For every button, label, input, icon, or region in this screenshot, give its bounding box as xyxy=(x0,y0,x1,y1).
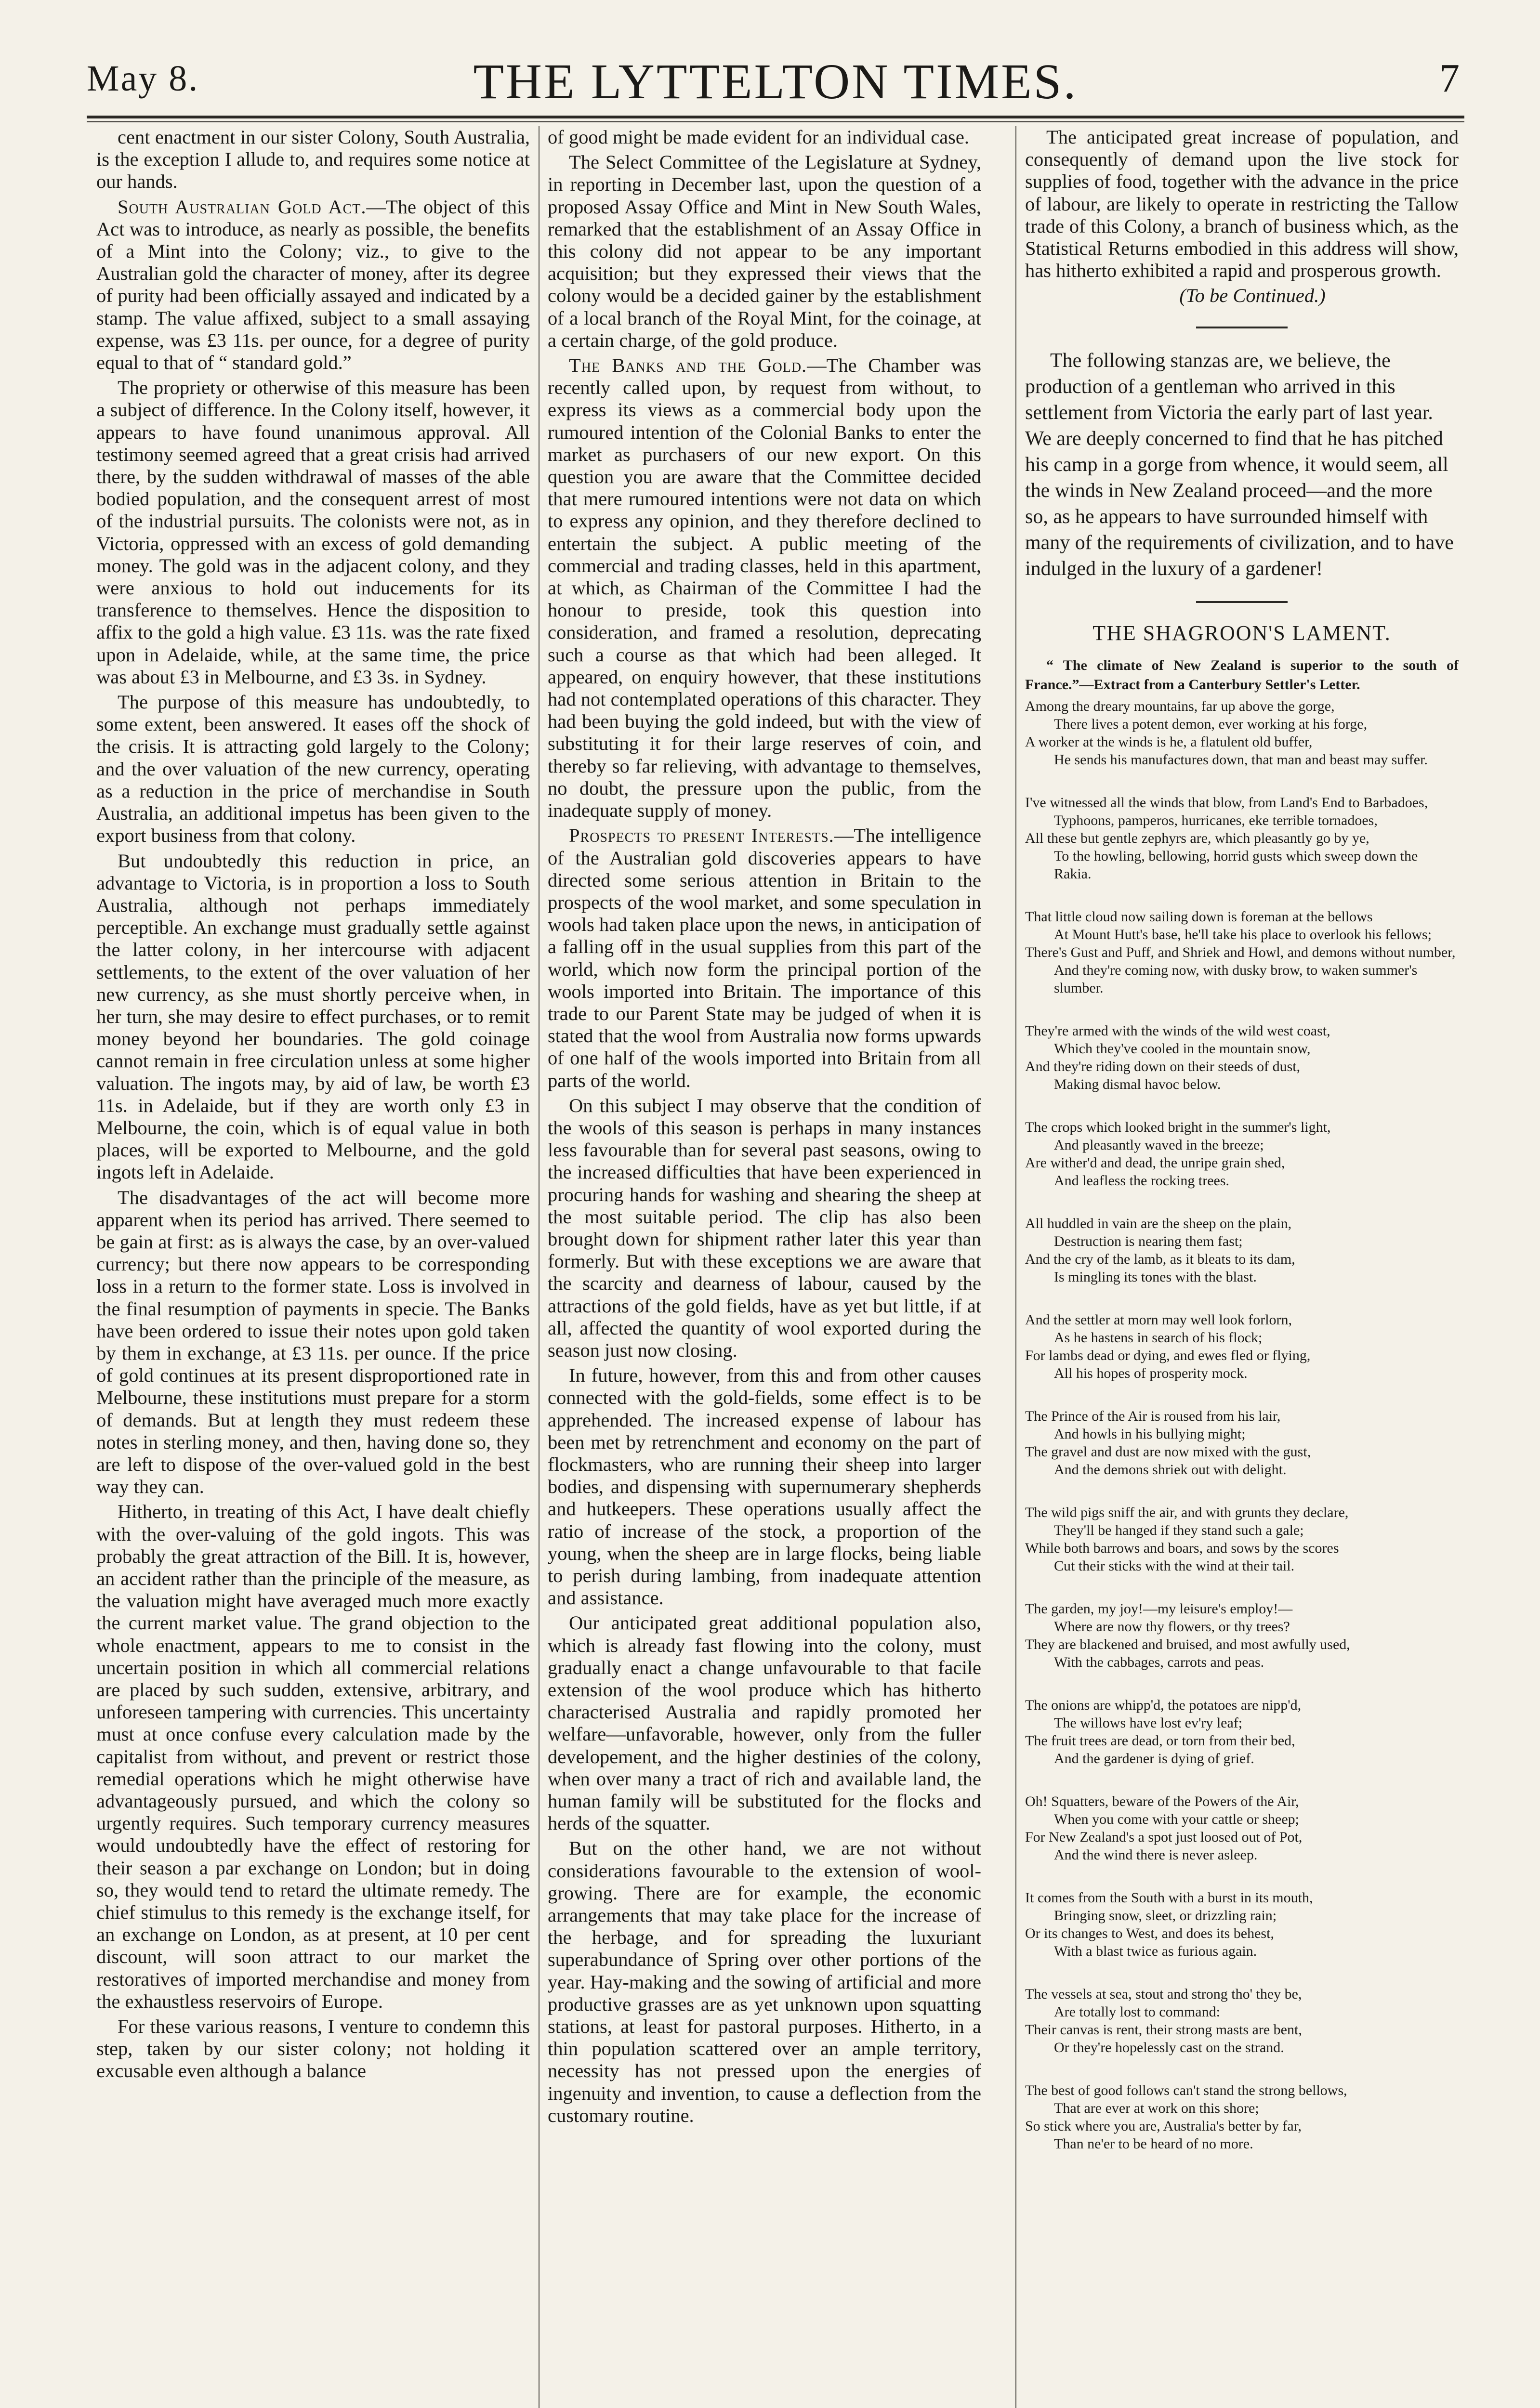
article-paragraph xyxy=(96,691,530,847)
poem-epigraph: “ The climate of New Zealand is superior to the south of France.”—Extract from a Canterbury Settler's Letter. xyxy=(1025,657,1459,693)
paragraph-text: But on the other hand, we are not without considerations favourable to the extension of wool-growing. There are for example, the economic arrangements that may take place for the increase of the herbage, and for spreading the luxuriant superabundance of Spring over other portions of the year. Hay-making and the sowing of artificial and more productive grasses are as yet unknown upon squatting stations, at least for pastoral purposes. Hitherto, in a thin population scattered over an ample territory, necessity has not pressed upon the energies of ingenuity and invention, to cause a deflection from the customary routine. xyxy=(548,1837,981,2126)
article-paragraph xyxy=(96,377,530,688)
poem-stanza xyxy=(1025,1118,1459,1190)
poem-stanza xyxy=(1025,1889,1459,1960)
poem-line: So stick where you are, Australia's better by far, xyxy=(1025,2118,1302,2134)
article-paragraph xyxy=(548,151,981,352)
poem-line: The garden, my joy!—my leisure's employ!— xyxy=(1025,1600,1293,1617)
article-paragraph xyxy=(96,196,530,374)
poem-line: There lives a potent demon, ever working at his forge, xyxy=(1054,716,1368,732)
poem-line: Cut their sticks with the wind at their tail. xyxy=(1054,1557,1295,1574)
poem-line: The onions are whipp'd, the potatoes are nipp'd, xyxy=(1025,1697,1302,1713)
poem-stanza xyxy=(1025,1407,1459,1479)
poem-line: They are blackened and bruised, and most awfully used, xyxy=(1025,1636,1350,1652)
paragraph-text: The Select Committee of the Legislature at Sydney, in reporting in December last, upon the question of a proposed Assay Office and Mint in New South Wales, remarked that the establishment of an Assay Office in this colony did not appear to be any important acquisition; but they expressed their views that the colony would be a decided gainer by the establishment of a local branch of the Royal Mint, for the coinage, at a certain charge, of the gold produce. xyxy=(548,151,981,351)
poem-line: The Prince of the Air is roused from his lair, xyxy=(1025,1408,1281,1424)
poem-line: And the demons shriek out with delight. xyxy=(1054,1461,1287,1478)
column-divider xyxy=(1015,126,1016,2408)
poem-line: All these but gentle zephyrs are, which pleasantly go by ye, xyxy=(1025,830,1369,846)
intro-paragraph: The following stanzas are, we believe, the production of a gentleman who arrived in this settlement from Victoria the early part of last year. We are deeply concerned to find that he has pitched his camp in a gorge from whence, it would seem, all the winds in New Zealand proceed—and the more so, as he appears to have surrounded himself with many of the requirements of civilization, and to have indulged in the luxury of a gardener! xyxy=(1025,349,1454,580)
poem-line: The vessels at sea, stout and strong tho' they be, xyxy=(1025,1986,1302,2002)
paragraph-text: But undoubtedly this reduction in price, an advantage to Victoria, is in proportion a loss to South Australia, although not perhaps immediately perceptible. An exchange must gradually settle against the latter colony, in her intercourse with adjacent settlements, to the extent of the over valuation of her new currency, as she must shortly perceive when, in her turn, she may desire to effect purchases, or to remit money beyond her boundaries. The gold coinage cannot remain in free circulation unless at some higher valuation. The ingots may, by aid of law, be worth £3 11s. in Adelaide, but if they are worth only £3 in Melbourne, the coin, which is of equal value in both places, will be exported to Melbourne, and the gold ingots left in Adelaide. xyxy=(96,850,530,1183)
poem-line: When you come with your cattle or sheep; xyxy=(1054,1811,1300,1827)
poem-line: And the gardener is dying of grief. xyxy=(1054,1750,1254,1767)
poem-line: The fruit trees are dead, or torn from their bed, xyxy=(1025,1732,1295,1749)
poem-line: The gravel and dust are now mixed with the gust, xyxy=(1025,1443,1311,1460)
poem-line: Making dismal havoc below. xyxy=(1054,1076,1221,1092)
poem-line: He sends his manufactures down, that man and beast may suffer. xyxy=(1054,751,1428,768)
article-paragraph xyxy=(548,126,981,148)
poem-line: They're armed with the winds of the wild west coast, xyxy=(1025,1022,1330,1039)
section-heading: Prospects to present Interests. xyxy=(569,824,834,847)
article-paragraph xyxy=(96,126,530,193)
poem-line: That little cloud now sailing down is foreman at the bellows xyxy=(1025,908,1373,925)
poem-line: Or they're hopelessly cast on the strand. xyxy=(1054,2039,1284,2055)
to-be-continued: (To be Continued.) xyxy=(1179,285,1326,307)
article-paragraph xyxy=(96,2015,530,2082)
poem-stanza xyxy=(1025,1311,1459,1382)
poem-line: Bringing snow, sleet, or drizzling rain; xyxy=(1054,1907,1277,1924)
poem-line: With a blast twice as furious again. xyxy=(1054,1943,1257,1959)
article-paragraph xyxy=(548,354,981,822)
poem-introduction xyxy=(1025,348,1459,582)
paragraph-text: of good might be made evident for an individual case. xyxy=(548,126,970,148)
poem-line: Are wither'd and dead, the unripe grain shed, xyxy=(1025,1154,1285,1171)
poem-line: And howls in his bullying might; xyxy=(1054,1426,1246,1442)
poem-stanza xyxy=(1025,1600,1459,1671)
poem-stanza xyxy=(1025,794,1459,883)
section-heading: The Banks and the Gold. xyxy=(569,354,807,377)
poem-line: Typhoons, pamperos, hurricanes, eke terrible tornadoes, xyxy=(1054,812,1378,828)
section-divider xyxy=(1196,327,1288,328)
section-divider xyxy=(1196,601,1288,603)
poem-title: THE SHAGROON'S LAMENT. xyxy=(1092,621,1391,645)
paragraph-text: In future, however, from this and from other causes connected with the gold-fields, some effect is to be apprehended. The increased expense of labour has been met by retrenchment and economy on the part of flockmasters, who are running their sheep into larger bodies, and dispensing with supernumerary shepherds and hutkeepers. These operations usually affect the ratio of increase of the stock, a proportion of the young, when the sheep are in large flocks, being liable to perish during lambing, from inadequate attention and assistance. xyxy=(548,1364,981,1609)
poem-line: Which they've cooled in the mountain snow, xyxy=(1054,1040,1311,1057)
poem-line: Is mingling its tones with the blast. xyxy=(1054,1269,1257,1285)
poem-line: Or its changes to West, and does its behest, xyxy=(1025,1925,1274,1941)
poem-line: Among the dreary mountains, far up above the gorge, xyxy=(1025,698,1335,714)
poem-line: I've witnessed all the winds that blow, from Land's End to Barbadoes, xyxy=(1025,794,1428,811)
poem-line: All his hopes of prosperity mock. xyxy=(1054,1365,1248,1381)
poem-line: To the howling, bellowing, horrid gusts which sweep down the Rakia. xyxy=(1054,848,1418,882)
poem-stanzas xyxy=(1025,697,1459,2153)
article-paragraph xyxy=(96,1501,530,2013)
poem-line: And they're riding down on their steeds of dust, xyxy=(1025,1058,1301,1074)
poem-line: And the settler at morn may well look forlorn, xyxy=(1025,1311,1292,1328)
article-paragraph xyxy=(548,1095,981,1361)
paragraph-text: cent enactment in our sister Colony, South Australia, is the exception I allude to, and requires some notice at our hands. xyxy=(96,126,530,193)
poem-line: There's Gust and Puff, and Shriek and Howl, and demons without number, xyxy=(1025,944,1456,960)
poem-stanza xyxy=(1025,1022,1459,1093)
poem-line: As he hastens in search of his flock; xyxy=(1054,1329,1263,1346)
poem-stanza xyxy=(1025,1696,1459,1767)
article-paragraph xyxy=(548,1612,981,1834)
poem-line: It comes from the South with a burst in its mouth, xyxy=(1025,1889,1313,1906)
paragraph-text: The disadvantages of the act will become more apparent when its period has arrived. There seemed to be gain at first: as is always the case, by an over-valued currency; but there now appears to be corresponding loss in a return to the former state. Loss is involved in the final resumption of payments in specie. The Banks have been ordered to issue their notes upon gold taken by them in exchange, at £3 11s. per ounce. If the price of gold continues at its present disproportioned rate in Melbourne, these institutions must prepare for a storm of demands. But at length they must redeem these notes in sterling money, and then, having done so, they are left to dispose of the over-valued gold in the best way they can. xyxy=(96,1186,530,1498)
poem-line: All huddled in vain are the sheep on the plain, xyxy=(1025,1215,1292,1231)
paragraph-text: —The object of this Act was to introduce, as nearly as possible, the benefits of a Mint into the Colony; viz., to give to the Australian gold the character of money, after its degree of purity had been officially assayed and indicated by a stamp. The value affixed, subject to a small assaying expense, was £3 11s. per ounce, for a degree of purity equal to that of “ standard gold.” xyxy=(96,196,530,374)
paragraph-text: —The Chamber was recently called upon, by request from without, to express its views as a commercial body upon the rumoured intention of the Colonial Banks to enter the market as purchasers of our new export. On this question you are aware that the Committee decided that mere rumoured intentions were not data on which to express any opinion, and they therefore declined to entertain the subject. A public meeting of the commercial and trading classes, held in this apartment, at which, as Chairman of the Committee I had the honour to preside, took this question into consideration, and framed a resolution, deprecating such a course as that which had been alleged. It appeared, on enquiry however, that these institutions had not contemplated operations of this character. They had been buying the gold indeed, but with the view of substituting it for their large reserves of coin, and thereby so far relieving, with advantage to themselves, no doubt, the pressure upon the public, from the inadequate supply of money. xyxy=(548,354,981,822)
poem-line: For lambs dead or dying, and ewes fled or flying, xyxy=(1025,1347,1311,1363)
article-column-1 xyxy=(96,126,530,2408)
poem-line: Where are now thy flowers, or thy trees? xyxy=(1054,1618,1290,1635)
column-divider xyxy=(539,126,540,2408)
newspaper-title: THE LYTTELTON TIMES. xyxy=(473,54,1078,109)
article-paragraph xyxy=(96,1187,530,1498)
poem-line: Their canvas is rent, their strong masts are bent, xyxy=(1025,2021,1302,2038)
masthead xyxy=(87,53,1464,111)
paragraph-text: On this subject I may observe that the condition of the wools of this season is perhaps in many instances less favourable than for several past seasons, owing to the increased difficulties that have been experienced in procuring hands for washing and shearing the sheep at the most suitable period. The clip has also been brought down for shipment rather later this year than formerly. But with these exceptions we are aware that the scarcity and dearness of labour, caused by the attractions of the gold fields, have as yet but little, if at all, affected the quantity of wool exported during the season just now closing. xyxy=(548,1094,981,1361)
masthead-rule-thin xyxy=(87,121,1464,122)
paragraph-text: The propriety or otherwise of this measure has been a subject of difference. In the Colony itself, however, it appears to have found unanimous approval. All testimony seemed agreed that a great crisis had arrived there, by the sudden withdrawal of masses of the able bodied population, and the consequent arrest of most of the industrial pursuits. The colonists were not, as in Victoria, oppressed with an excess of gold demanding money. The gold was in the adjacent colony, and they were anxious to hold out inducements for its transference to themselves. Hence the disposition to affix to the gold a high value. £3 11s. was the rate fixed upon in Adelaide, while, at the same time, the price was about £3 in Melbourne, and £3 3s. in Sydney. xyxy=(96,377,530,688)
poem-line: Than ne'er to be heard of no more. xyxy=(1054,2135,1253,2152)
poem-line: For New Zealand's a spot just loosed out of Pot, xyxy=(1025,1829,1303,1845)
paragraph-text: Our anticipated great additional population also, which is already fast flowing into the colony, must gradually enact a change unfavourable to that facile extension of the wool produce which has hitherto characterised Australia and rapidly promoted her welfare—unfavorable, however, only from the fuller developement, and the higher destinies of the colony, when over many a tract of rich and available land, the human family will be substituted for the flocks and herds of the squatter. xyxy=(548,1612,981,1834)
poem-line: The wild pigs sniff the air, and with grunts they declare, xyxy=(1025,1504,1349,1520)
poem-line: At Mount Hutt's base, he'll take his place to overlook his fellows; xyxy=(1054,926,1432,942)
page-number: 7 xyxy=(1439,56,1460,101)
masthead-rule xyxy=(87,116,1464,118)
poem-line: And leafless the rocking trees. xyxy=(1054,1172,1230,1189)
poem-stanza xyxy=(1025,697,1459,769)
poem-line: And they're coming now, with dusky brow, to waken summer's slumber. xyxy=(1054,962,1418,996)
paragraph-text: Hitherto, in treating of this Act, I have dealt chiefly with the over-valuing of the gold ingots. This was probably the great attraction of the Bill. It is, however, an accident rather than the principle of the measure, as the valuation might have averaged much more exactly the current market value. The grand objection to the whole enactment, appears to me to consist in the uncertain position in which all commercial relations are placed by such sudden, extensive, arbitrary, and unforeseen tampering with currencies. This uncertainty must at once confuse every calculation made by the capitalist from without, and prevent or restrict those remedial operations which he might otherwise have advantageously pursued, and which the colony so urgently requires. Such temporary currency measures would undoubtedly have the effect of restoring for their season a par exchange on London; but in doing so, they would tend to retard the ultimate remedy. The chief stimulus to this remedy is the exchange itself, for an exchange on London, as at present, at 10 per cent discount, will soon attract to our market the restoratives of imported merchandise and money from the exhaustless reservoirs of Europe. xyxy=(96,1501,530,2012)
poem-stanza xyxy=(1025,1504,1459,1575)
article-paragraph xyxy=(96,850,530,1184)
poem-line: They'll be hanged if they stand such a gale; xyxy=(1054,1522,1304,1538)
tallow-trade-paragraph: The anticipated great increase of population, and consequently of demand upon the live stock for supplies of food, together with the advance in the price of labour, are likely to operate in restricting the Tallow trade of this Colony, a branch of business which, as the Statistical Returns embodied in this address will show, has hitherto exhibited a rapid and prosperous growth. xyxy=(1025,126,1459,282)
poem-line: Destruction is nearing them fast; xyxy=(1054,1233,1243,1249)
poem-line: A worker at the winds is he, a flatulent old buffer, xyxy=(1025,733,1313,750)
poem-stanza xyxy=(1025,2081,1459,2153)
poem-line: The willows have lost ev'ry leaf; xyxy=(1054,1714,1243,1731)
poem-stanza xyxy=(1025,1793,1459,1864)
article-column-2 xyxy=(548,126,981,2408)
section-heading: South Australian Gold Act. xyxy=(118,196,367,218)
poem-stanza xyxy=(1025,1215,1459,1286)
poem-line: While both barrows and boars, and sows by the scores xyxy=(1025,1540,1339,1556)
poem-line: And pleasantly waved in the breeze; xyxy=(1054,1137,1264,1153)
poem-line: With the cabbages, carrots and peas. xyxy=(1054,1654,1264,1670)
issue-date: May 8. xyxy=(87,58,199,99)
poem-line: Oh! Squatters, beware of the Powers of the Air, xyxy=(1025,1793,1299,1809)
poem-line: And the cry of the lamb, as it bleats to its dam, xyxy=(1025,1251,1295,1267)
article-paragraph xyxy=(548,1364,981,1609)
paragraph-text: —The intelligence of the Australian gold discoveries appears to have directed some serious attention in Britain to the prospects of the wool market, and some speculation in wools had taken place upon the news, in anticipation of a falling off in the usual supplies from this part of the world, which now form the principal portion of the wools imported into Britain. The importance of this trade to our Parent State may be judged of when it is stated that the wool from Australia now forms upwards of one half of the wools imported into Britain from all parts of the world. xyxy=(548,824,981,1091)
paragraph-text: The purpose of this measure has undoubtedly, to some extent, been answered. It eases off the shock of the crisis. It is attracting gold largely to the Colony; and the over valuation of the new currency, operating as a reduction in the price of merchandise in South Australia, an additional impetus has been given to the export business from that colony. xyxy=(96,691,530,847)
poem-stanza xyxy=(1025,908,1459,997)
poem-line: That are ever at work on this shore; xyxy=(1054,2100,1259,2116)
article-paragraph xyxy=(548,1837,981,2127)
paragraph-text: For these various reasons, I venture to condemn this step, taken by our sister colony; not holding it excusable even although a balance xyxy=(96,2015,530,2082)
article-paragraph xyxy=(548,824,981,1091)
poem-line: Are totally lost to command: xyxy=(1054,2003,1220,2020)
poem-line: And the wind there is never asleep. xyxy=(1054,1846,1258,1863)
poem-line: The best of good follows can't stand the strong bellows, xyxy=(1025,2082,1347,2098)
article-column-3 xyxy=(1025,126,1459,2408)
poem-stanza xyxy=(1025,1985,1459,2056)
poem-line: The crops which looked bright in the summer's light, xyxy=(1025,1119,1331,1135)
